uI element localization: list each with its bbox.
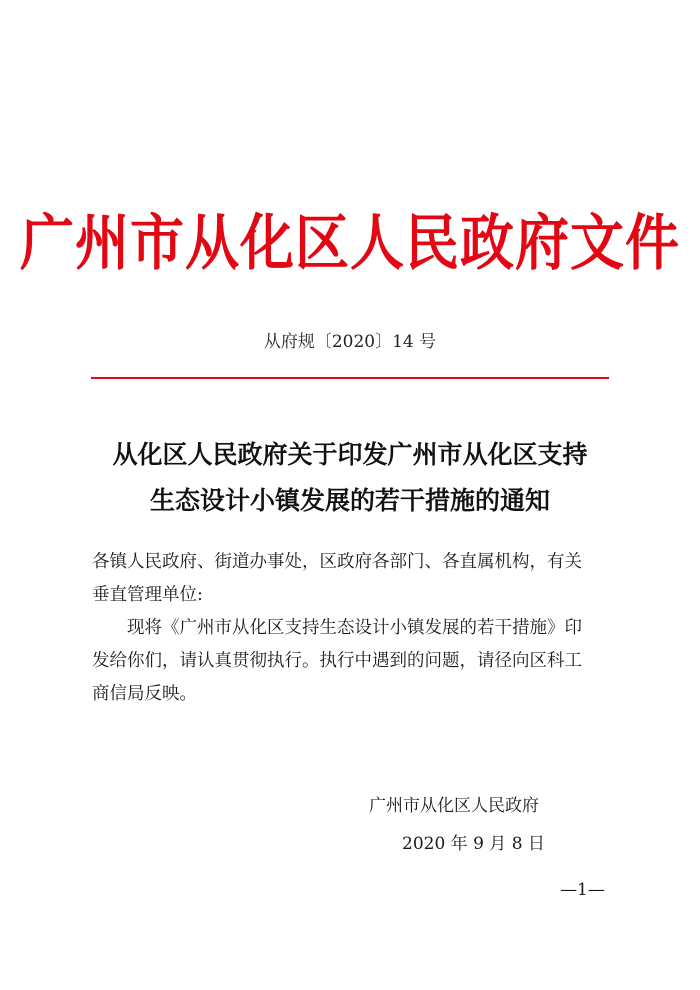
addressee-line-2: 垂直管理单位: bbox=[92, 585, 203, 605]
addressee bbox=[92, 546, 612, 612]
document-number: 从府规〔2020〕14 号 bbox=[263, 332, 437, 352]
body-line-3: 商信局反映。 bbox=[92, 684, 197, 704]
body-line-1: 现将《广州市从化区支持生态设计小镇发展的若干措施》印 bbox=[92, 618, 582, 638]
addressee-line-1: 各镇人民政府、街道办事处，区政府各部门、各直属机构，有关 bbox=[92, 552, 582, 572]
signature-date: 2020 年 9 月 8 日 bbox=[402, 834, 545, 854]
document-title bbox=[0, 432, 700, 524]
document-header: 广州市从化区人民政府文件 bbox=[20, 207, 680, 279]
header-divider bbox=[91, 377, 609, 379]
title-line-2: 生态设计小镇发展的若干措施的通知 bbox=[149, 486, 550, 515]
body-line-2: 发给你们，请认真贯彻执行。执行中遇到的问题，请径向区科工 bbox=[92, 651, 582, 671]
signature-organization: 广州市从化区人民政府 bbox=[369, 796, 539, 816]
title-line-1: 从化区人民政府关于印发广州市从化区支持 bbox=[112, 440, 588, 469]
page-number: —1— bbox=[560, 880, 605, 900]
body-paragraph bbox=[92, 612, 612, 711]
